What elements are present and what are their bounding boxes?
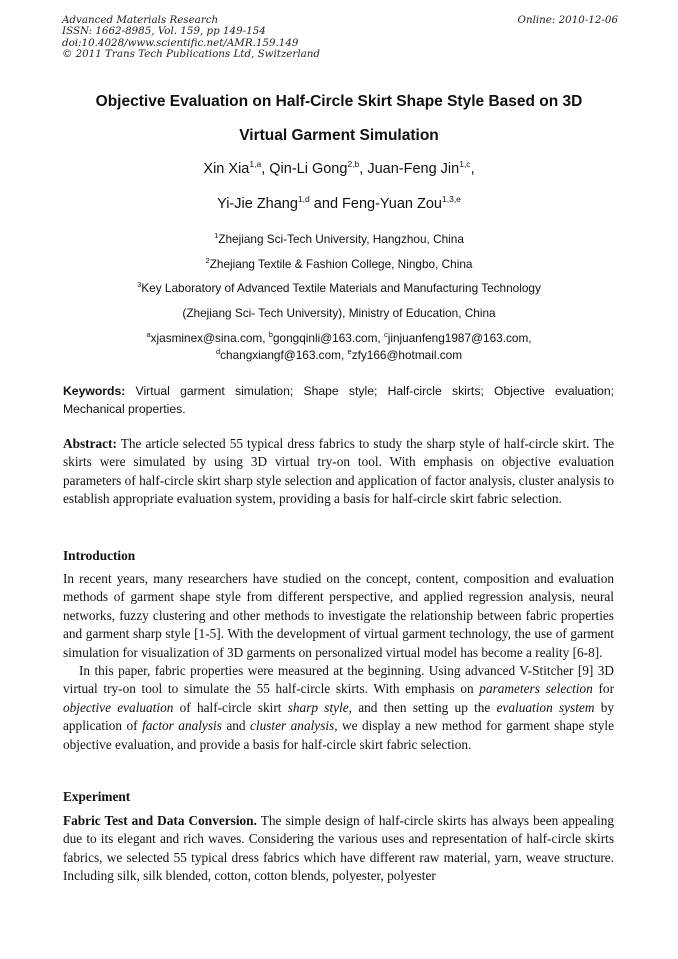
experiment-body xyxy=(63,812,614,886)
affiliation-3 xyxy=(40,281,638,295)
introduction-heading: Introduction xyxy=(63,548,136,563)
author-sup: 2,b xyxy=(347,159,360,169)
experiment-subheading: Fabric Test and Data Conversion. xyxy=(63,813,257,828)
author-sep: , xyxy=(470,161,475,177)
journal-header xyxy=(62,15,618,61)
author-sep: and xyxy=(309,196,343,212)
italic-run: factor analysis xyxy=(142,718,222,734)
text-run: , and then setting up the xyxy=(348,699,497,715)
author-sup: 1,a xyxy=(249,159,262,169)
email-sup: d xyxy=(215,347,221,356)
affiliation-3-cont xyxy=(40,306,638,320)
email-address: xjasminex@sina.com, xyxy=(150,331,269,345)
affiliation-text: (Zhejiang Sci- Tech University), Ministry of Education, China xyxy=(182,306,496,320)
abstract-text: The article selected 55 typical dress fabrics to study the sharp style of half-circle skirt. The skirts were simulated by using 3D virtual try-on tool. With emphasis on objective evaluation parameters of half-circle skirt sharp style selection and application of factor analysis, cluster analysis to establish appropriate evaluation system, providing a basis for half-circle skirt fabric selection. xyxy=(63,436,614,507)
author-line-1 xyxy=(40,161,638,177)
email-address: zfy166@hotmail.com xyxy=(351,348,463,362)
author-name: Feng-Yuan Zou xyxy=(342,196,442,212)
email-address: changxiangf@163.com, xyxy=(220,348,348,362)
email-sup: c xyxy=(383,330,388,339)
author-name: Xin Xia xyxy=(203,161,250,177)
author-name: Juan-Feng Jin xyxy=(367,161,460,177)
italic-run: parameters selection xyxy=(479,681,593,697)
author-sup: 1,3,e xyxy=(442,194,461,204)
experiment-heading: Experiment xyxy=(63,789,131,804)
text-run: In this paper, fabric properties were measured at the beginning. Using advanced V-Stitcher [9] 3D virtual try-on tool to simulate the 55 half-circle skirts. With emphasis on xyxy=(63,663,614,697)
author-name: Yi-Jie Zhang xyxy=(217,196,298,212)
intro-paragraph-1: In recent years, many researchers have studied on the concept, content, composition and evaluation methods of garment shape style from different perspective, and applied regression analysis, neural networks, fuzzy clustering and other methods to investigate the relationship between fabric properties and garment sharp style [1-5]. With the development of virtual garment technology, the use of garment simulation for visualization of 3D garments on personalized virtual model has become a reality [6-8]. xyxy=(63,571,614,660)
affiliation-2 xyxy=(40,257,638,271)
experiment-text: The simple design of half-circle skirts has always been appealing due to its elegant and rich waves. Considering the various uses and representation of half-circle skirts fabrics, we selected 55 typical dress fabrics which have different raw material, yarn, weave structure. Including silk, silk blended, cotton, cotton blends, polyester, polyester xyxy=(63,813,615,884)
text-run: by application of xyxy=(63,699,614,734)
affiliation-sup: 2 xyxy=(205,256,210,265)
italic-run: evaluation system xyxy=(496,699,595,715)
text-run: of half-circle skirt xyxy=(173,699,288,715)
email-address: jinjuanfeng1987@163.com, xyxy=(387,331,532,345)
email-sup: a xyxy=(146,330,151,339)
online-date: Online: 2010-12-06 xyxy=(517,14,618,26)
copyright-line: © 2011 Trans Tech Publications Ltd, Switzerland xyxy=(62,48,320,61)
author-sup: 1,d xyxy=(297,194,310,204)
email-line-1 xyxy=(40,331,638,345)
italic-run: sharp style xyxy=(287,699,349,715)
affiliation-1 xyxy=(40,232,638,246)
journal-name: Advanced Materials Research xyxy=(62,14,219,26)
affiliation-text: Zhejiang Sci-Tech University, Hangzhou, China xyxy=(218,232,464,246)
author-line-2 xyxy=(40,196,638,212)
author-name: Qin-Li Gong xyxy=(269,161,348,177)
italic-run: cluster analysis xyxy=(250,718,335,734)
keywords-text: Virtual garment simulation; Shape style; Half-circle skirts; Objective evaluation; Mechanical properties. xyxy=(63,384,614,416)
author-sep: , xyxy=(261,161,270,177)
text-run: , we display a new method for garment shape style objective evaluation, and provide a basis for half-circle skirt fabric selection. xyxy=(63,718,614,752)
italic-run: objective evaluation xyxy=(63,699,174,715)
keywords xyxy=(63,383,614,418)
email-line-2 xyxy=(40,348,638,362)
email-address: gongqinli@163.com, xyxy=(272,331,384,345)
abstract xyxy=(63,435,614,509)
affiliation-text: Zhejiang Textile & Fashion College, Ningbo, China xyxy=(209,257,473,271)
affiliation-sup: 3 xyxy=(137,280,142,289)
abstract-label: Abstract: xyxy=(63,436,117,451)
paper-title-line-1: Objective Evaluation on Half-Circle Skirt Shape Style Based on 3D xyxy=(95,93,583,110)
author-sup: 1,c xyxy=(459,159,471,169)
author-sep: , xyxy=(359,161,368,177)
affiliation-sup: 1 xyxy=(214,231,219,240)
issn-line: ISSN: 1662-8985, Vol. 159, pp 149-154 xyxy=(62,25,266,38)
text-run: for xyxy=(592,681,614,697)
intro-paragraph-2 xyxy=(63,662,614,754)
text-run: and xyxy=(221,718,251,734)
affiliation-text: Key Laboratory of Advanced Textile Materials and Manufacturing Technology xyxy=(141,281,541,295)
email-sup: e xyxy=(347,347,352,356)
keywords-label: Keywords: xyxy=(63,384,126,398)
email-sup: b xyxy=(268,330,273,339)
introduction-body xyxy=(63,570,614,754)
doi-line: doi:10.4028/www.scientific.net/AMR.159.149 xyxy=(62,36,299,49)
paper-title-line-2: Virtual Garment Simulation xyxy=(239,127,439,144)
